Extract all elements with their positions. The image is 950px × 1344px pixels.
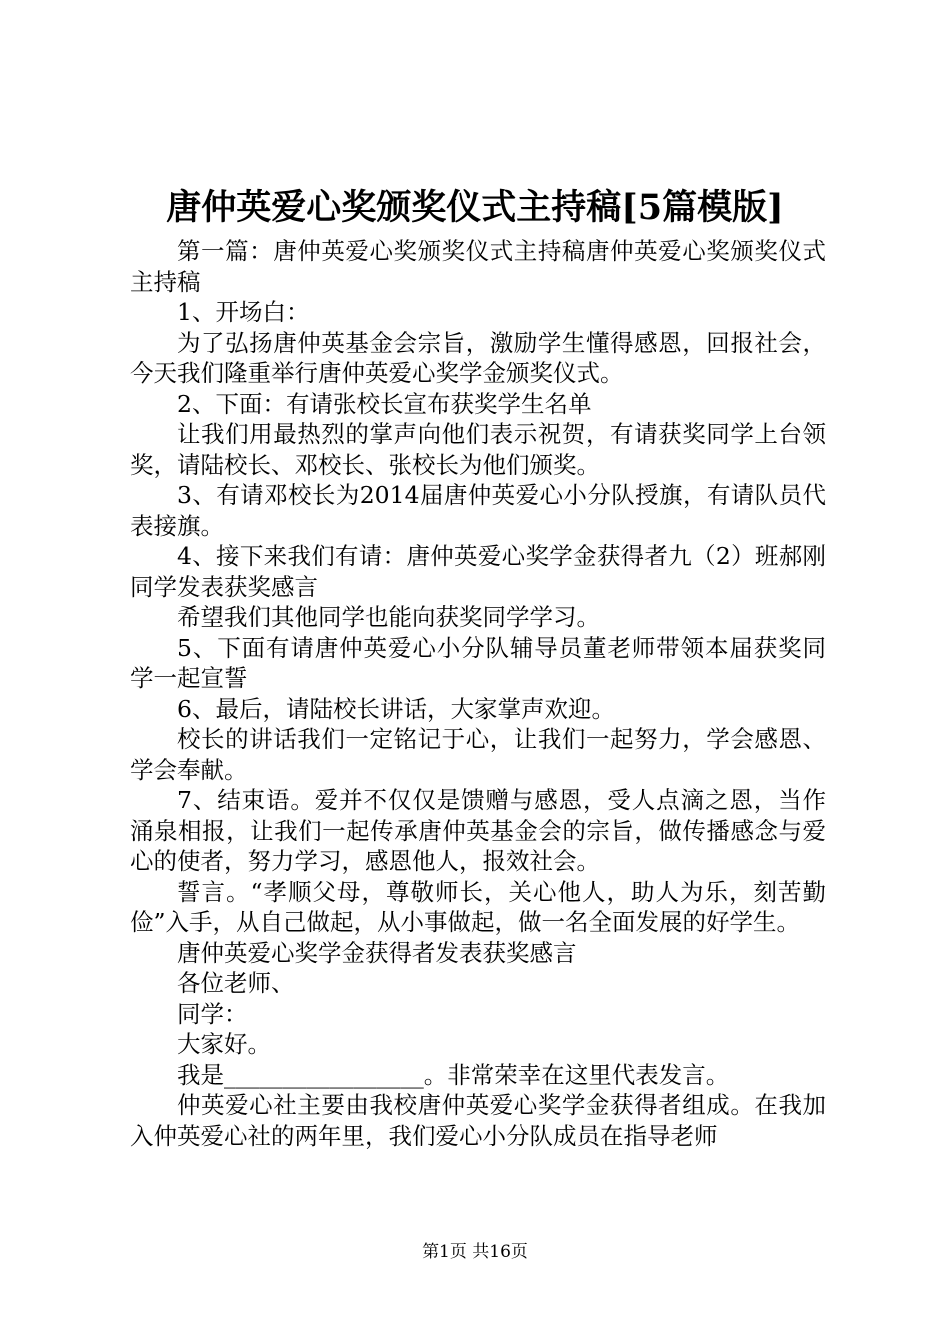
- paragraph: 1、开场白：: [177, 298, 310, 326]
- paragraph: 希望我们其他同学也能向获奖同学学习。: [177, 603, 600, 631]
- paragraph: 大家好。: [177, 1030, 271, 1058]
- paragraph: 4、接下来我们有请：唐仲英爱心奖学金获得者九（2）班郝刚同学发表获奖感言: [130, 542, 826, 601]
- paragraph: 第一篇：唐仲英爱心奖颁奖仪式主持稿唐仲英爱心奖颁奖仪式主持稿: [130, 237, 826, 296]
- paragraph: 誓言。“孝顺父母，尊敬师长，关心他人，助人为乐，刻苦勤俭”入手，从自己做起，从小事做起，做一名全面发展的好学生。: [130, 877, 826, 936]
- page-footer: 第1页 共16页: [422, 1242, 528, 1262]
- paragraph: 6、最后，请陆校长讲话，大家掌声欢迎。: [177, 694, 615, 723]
- paragraph: 我是_________________。非常荣幸在这里代表发言。: [177, 1060, 730, 1089]
- paragraph: 让我们用最热烈的掌声向他们表示祝贺，有请获奖同学上台领奖，请陆校长、邓校长、张校长为他们颁奖。: [130, 420, 826, 479]
- paragraph: 3、有请邓校长为2014届唐仲英爱心小分队授旗，有请队员代表接旗。: [130, 481, 826, 540]
- paragraph: 校长的讲话我们一定铭记于心，让我们一起努力，学会感恩、学会奉献。: [130, 725, 826, 784]
- paragraph: 为了弘扬唐仲英基金会宗旨，激励学生懂得感恩，回报社会，今天我们隆重举行唐仲英爱心奖学金颁奖仪式。: [130, 328, 826, 387]
- paragraph: 7、结束语。爱并不仅仅是馈赠与感恩，受人点滴之恩，当作涌泉相报，让我们一起传承唐仲英基金会的宗旨，做传播感念与爱心的使者，努力学习，感恩他人，报效社会。: [130, 786, 826, 875]
- paragraph: 2、下面：有请张校长宣布获奖学生名单: [177, 389, 592, 418]
- document-title: 唐仲英爱心奖颁奖仪式主持稿[5篇模版]: [166, 187, 784, 228]
- paragraph: 仲英爱心社主要由我校唐仲英爱心奖学金获得者组成。在我加入仲英爱心社的两年里，我们爱心小分队成员在指导老师: [130, 1091, 826, 1150]
- paragraph: 同学：: [177, 999, 248, 1028]
- paragraph: 各位老师、: [177, 969, 295, 997]
- paragraph: 5、下面有请唐仲英爱心小分队辅导员董老师带领本届获奖同学一起宣誓: [130, 633, 826, 692]
- document-body: [130, 236, 826, 1151]
- paragraph: 唐仲英爱心奖学金获得者发表获奖感言: [177, 938, 577, 967]
